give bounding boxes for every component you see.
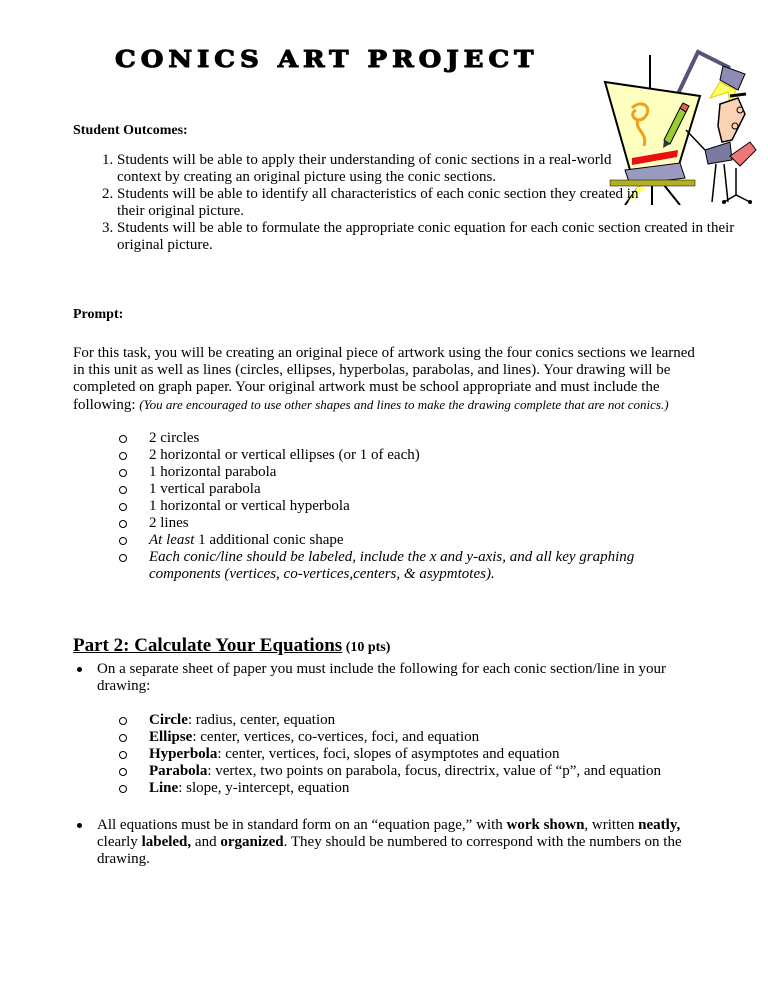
hollow-bullet-icon [119, 785, 127, 793]
part2-final-text: All equations must be in standard form on an “equation page,” with work shown, written neatly, clearly labeled, and organized. They should be numbered to correspond with the numbers on the drawing. [97, 817, 682, 867]
hollow-bullet-icon [119, 751, 127, 759]
calculation-item: Parabola: vertex, two points on parabola, focus, directrix, value of “p”, and equation [119, 763, 699, 780]
part2-final-bullet [73, 817, 703, 868]
bullet-icon [77, 823, 82, 828]
calculation-item: Ellipse: center, vertices, co-vertices, foci, and equation [119, 729, 699, 746]
hollow-bullet-icon [119, 503, 127, 511]
hollow-bullet-icon [119, 734, 127, 742]
hollow-bullet-icon [119, 469, 127, 477]
requirement-item: 1 vertical parabola [119, 481, 679, 498]
requirement-item: Each conic/line should be labeled, include the x and y-axis, and all key graphing components (vertices, co-vertices,centers, & asypmtotes). [119, 549, 679, 583]
outcome-item: 3. Students will be able to formulate the appropriate conic equation for each conic section created in their original picture. [117, 220, 737, 254]
document-title: CONICS ART PROJECT [115, 46, 539, 74]
requirement-item: 2 lines [119, 515, 679, 532]
outcome-item: 2. Students will be able to identify all characteristics of each conic section they created in their original picture. [117, 186, 647, 220]
hollow-bullet-icon [119, 537, 127, 545]
outcome-item: 1. Students will be able to apply their understanding of conic sections in a real-world context by creating an original picture using the conic sections. [117, 152, 637, 186]
requirements-list [119, 430, 679, 583]
hollow-bullet-icon [119, 520, 127, 528]
calculation-list [119, 712, 699, 797]
prompt-heading: Prompt: [73, 307, 124, 322]
part2-intro: On a separate sheet of paper you must include the following for each conic section/line in your drawing: [97, 661, 666, 694]
requirement-item: 2 horizontal or vertical ellipses (or 1 of each) [119, 447, 679, 464]
requirement-item: 2 circles [119, 430, 679, 447]
hollow-bullet-icon [119, 486, 127, 494]
calculation-item: Line: slope, y-intercept, equation [119, 780, 699, 797]
prompt-paragraph [73, 345, 698, 414]
requirement-item: 1 horizontal parabola [119, 464, 679, 481]
hollow-bullet-icon [119, 768, 127, 776]
hollow-bullet-icon [119, 554, 127, 562]
requirement-item: At least 1 additional conic shape [119, 532, 679, 549]
calculation-item: Circle: radius, center, equation [119, 712, 699, 729]
calculation-item: Hyperbola: center, vertices, foci, slopes of asymptotes and equation [119, 746, 699, 763]
prompt-body: For this task, you will be creating an original piece of artwork using the four conics sections we learned in this unit as well as lines (circles, ellipses, hyperbolas, parabolas, and lines). Your drawing will be completed on graph paper. Your original artwork must be school appropriate and must include the following: [73, 345, 695, 413]
part2-title: Part 2: Calculate Your Equations [73, 635, 343, 656]
hollow-bullet-icon [119, 452, 127, 460]
part2-points: (10 pts) [342, 640, 391, 655]
hollow-bullet-icon [119, 435, 127, 443]
part2-heading [73, 637, 390, 656]
hollow-bullet-icon [119, 717, 127, 725]
part2-intro-bullet [73, 661, 703, 695]
prompt-note: (You are encouraged to use other shapes and lines to make the drawing complete that are not conics.) [139, 397, 669, 412]
requirement-item: 1 horizontal or vertical hyperbola [119, 498, 679, 515]
bullet-icon [77, 667, 82, 672]
outcomes-list [73, 152, 737, 254]
student-outcomes-heading: Student Outcomes: [73, 123, 188, 138]
